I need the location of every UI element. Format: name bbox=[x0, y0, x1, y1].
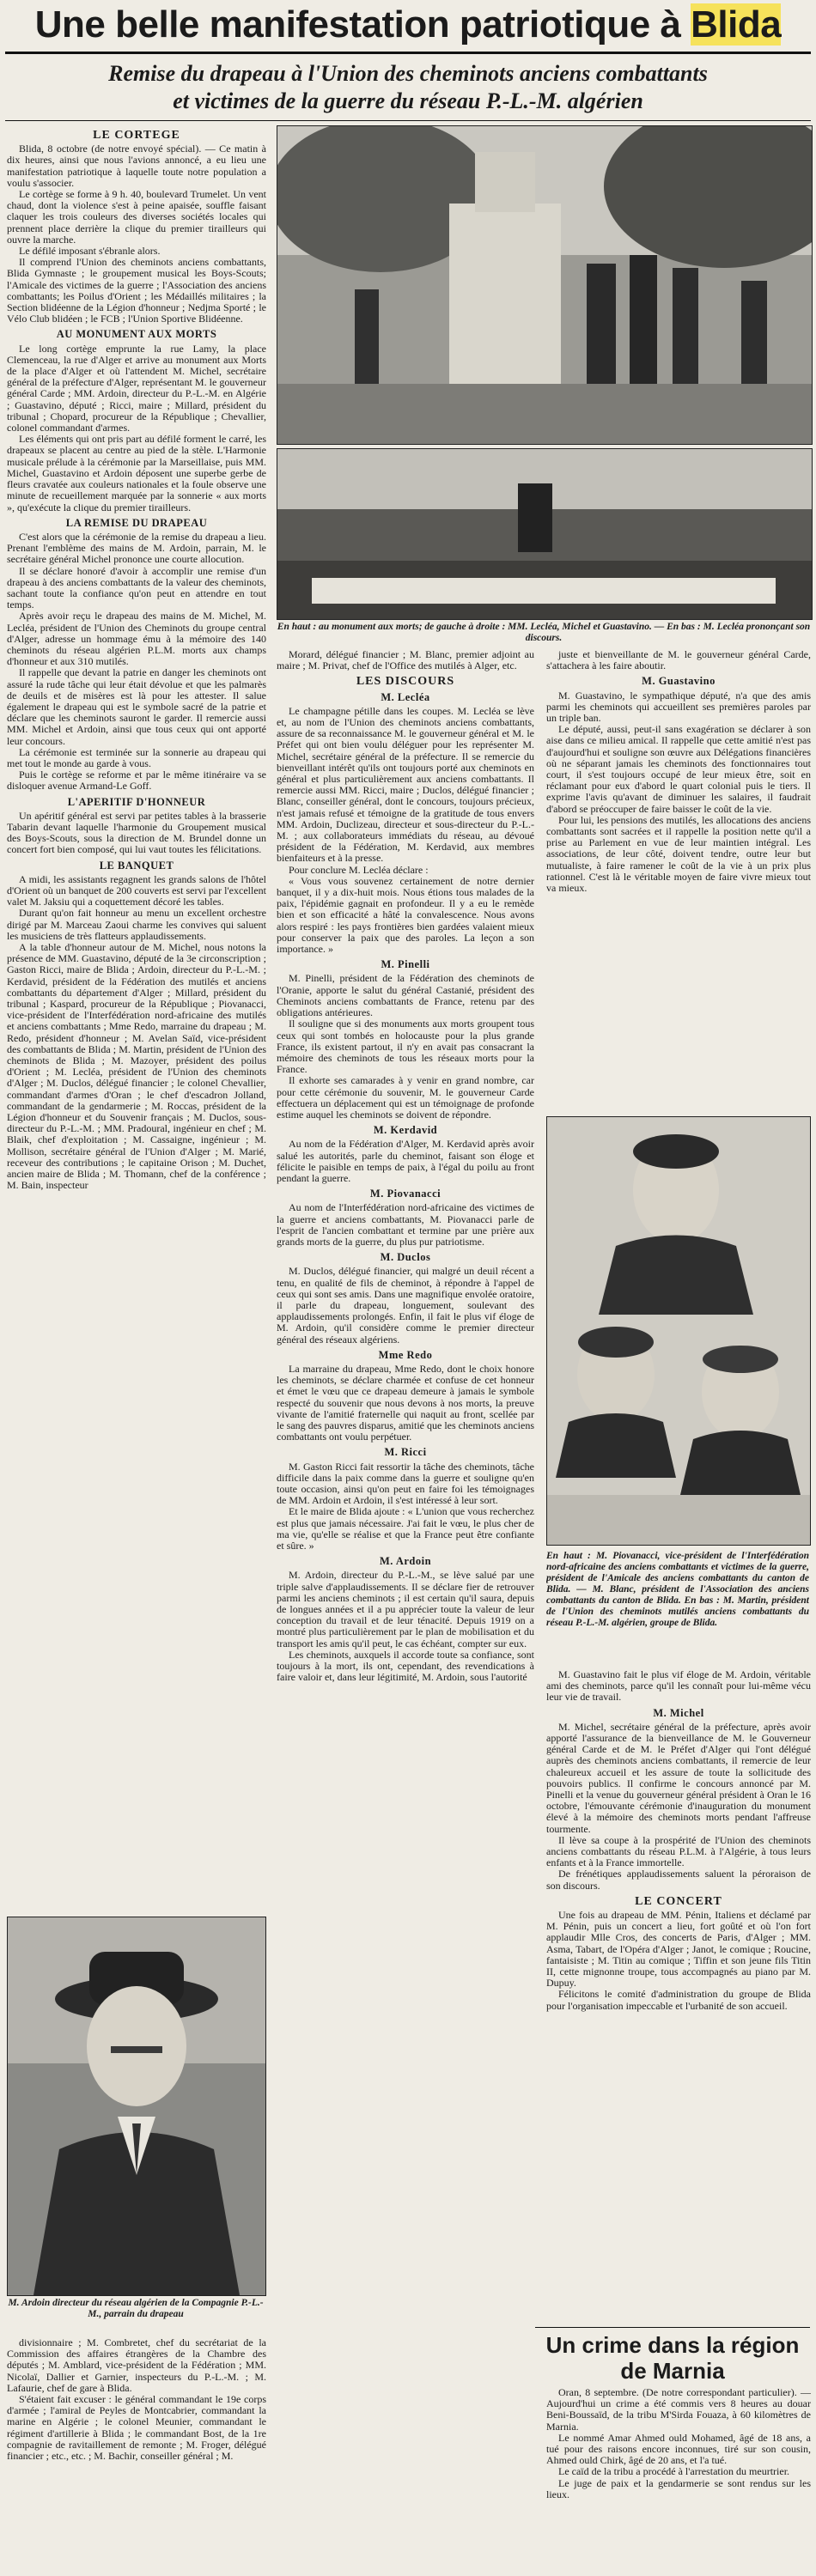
article-paragraph: Un apéritif général est servi par petites tables à la brasserie Tabarin devant laquelle l'harmonie du Groupement musical des Boys-Scouts, sous la direction de M. Brundel donne un concert fort bien composé, qui lui vaut toutes les félicitations. bbox=[7, 809, 266, 856]
article-paragraph: M. Michel, secrétaire général de la préfecture, après avoir apporté l'assurance de la bienveillance de M. le Gouverneur général Carde et de M. le Préfet d'Alger qui l'ont délégué auprès des cheminots anciens combattants, il remercie de leur chaleureux accueil et les assure de toute la sollicitude des pouvoirs publics. Il confirme le concours annoncé par M. Pinelli et la venue du gouverneur général président à Oran le 16 octobre, l'émouvante cérémonie d'inauguration du monument élevé à la mémoire des cheminots morts pendant l'affreuse tourmente. bbox=[546, 1720, 811, 1835]
article-paragraph: Il lève sa coupe à la prospérité de l'Union des cheminots anciens combattants du réseau P.L.M. à l'Algérie, à tous leurs enfants et à la France immortelle. bbox=[546, 1833, 811, 1869]
section-heading: LA REMISE DU DRAPEAU bbox=[65, 516, 208, 529]
crime-paragraph: Oran, 8 septembre. (De notre correspondant particulier). — Aujourd'hui un crime a été commis vers 8 heures au douar Beni-Boussaïd, de la tribu M'Sirda Fouaza, à 60 kilomètres de Marnia. bbox=[546, 2387, 811, 2433]
section-heading: AU MONUMENT AUX MORTS bbox=[56, 328, 217, 341]
subtitle-line-1: Remise du drapeau à l'Union des cheminots anciens combattants bbox=[108, 61, 708, 86]
article-paragraph: Et le maire de Blida ajoute : « L'union que vous recherchez est plus que jamais nécessaire. J'ai fait le vœu, le plus cher de ma vie, qu'elle se réalise et que la France peut être confiante et sûre. » bbox=[277, 1505, 534, 1552]
section-heading: M. Guastavino bbox=[642, 675, 716, 688]
column-1 bbox=[7, 125, 266, 1906]
article-paragraph: Le champagne pétille dans les coupes. M. Lecléa se lève et, au nom de l'Union des cheminots anciens combattants, assure de sa reconnaissance M. le gouverneur général et M. le Préfet qui ont bien voulu déléguer pour les représenter M. Michel, secrétaire général de la préfecture. Il se remercie du bienveillant intérêt qu'ils ont toujours porté aux cheminots en général et plus particulièrement aux anciens combattants. Il remercie aussi MM. Ricci, maire ; Duclos, délégué financier ; Blanc, conseiller général, dont le concours, toujours précieux, n'est jamais refusé et témoigne de la gratitude de tous envers MM. Ardoin, Duclizeau, directeur et sous-directeur du P.-L.-M. ; aux collaborateurs immédiats du réseau, au dévoué président de la Fédération, M. Kerdavid, aux membres bienfaiteurs et à la presse. bbox=[277, 704, 534, 865]
article-paragraph: Au nom de l'Interfédération nord-africaine des victimes de la guerre et anciens combattants, M. Piovanacci parle de l'esprit de l'ancien combattant et termine par une prière aux grands morts de la guerre, du plus pur patriotisme. bbox=[277, 1201, 534, 1248]
article-paragraph: Blida, 8 octobre (de notre envoyé spécial). — Ce matin à dix heures, ainsi que nous l'avions annoncé, a eu lieu une manifestation patriotique à laquelle toute notre population a voulu s'associer. bbox=[7, 143, 266, 189]
article-paragraph: M. Gaston Ricci fait ressortir la tâche des cheminots, tâche difficile dans la paix comme dans la guerre et souligne qu'en toute occasion, ainsi qu'on peut en faire foi les témoignages de MM. Ardoin et Ardoin, il s'est intéressé à leur sort. bbox=[277, 1460, 534, 1507]
article-paragraph: Il souligne que si des monuments aux morts groupent tous ceux qui sont tombés en holocauste pour la plus grande France, ils existent partout, il n'y en avait pas consacrant la mémoire des cheminots de tous les réseaux morts pour la France. bbox=[277, 1018, 534, 1076]
headline-place: Blida bbox=[691, 3, 782, 46]
article-paragraph: Les éléments qui ont pris part au défilé forment le carré, les drapeaux se placent au centre au pied de la stèle. L'Harmonie musicale prélude à la cérémonie par la Marseillaise, puis MM. Michel, Guastavino et Ardoin déposent une superbe gerbe de fleurs cravatée aux couleurs nationales et la foule observe une minute de recueillement marquée par la sonnerie « aux morts », qu'exécute la clique du premier tirailleurs. bbox=[7, 433, 266, 513]
headline-rule bbox=[5, 52, 811, 54]
article-paragraph: « Vous vous souvenez certainement de notre dernier banquet, il y a dix-huit mois. Nous étions tous malades de la paix, l'épidémie gagnait en profondeur. Il y a eu le remède bien et son efficacité a hâté la convalescence. Nous avons alors respiré : les pays frontières bien gardées valaient mieux pour conserver la paix que des paroles. La leçon a son importance. » bbox=[277, 874, 534, 956]
section-heading: LE CORTEGE bbox=[93, 129, 180, 142]
article-paragraph: Le député, aussi, peut-il sans exagération se déclarer à son aise dans ce milieu amical. Il rappelle que cette amitié n'est pas d'aujourd'hui et souligne son œuvre aux Délégations financières où ne séparant jamais les cheminots des fonctionnaires tout court, il s'est toujours occupé de leur mieux être, soit en réclamant pour eux d'abord le quart colonial puis le tiers. Il exprime l'avis qu'avant de diminuer les salaires, il faudrait d'abord se préoccuper de faire baisser le coût de la vie. bbox=[546, 723, 811, 815]
crime-paragraph: Le caïd de la tribu a procédé à l'arrestation du meurtrier. bbox=[558, 2465, 790, 2478]
section-heading: LES DISCOURS bbox=[356, 675, 455, 689]
article-paragraph: juste et bienveillante de M. le gouverneur général Carde, s'attachera à les faire aboutir. bbox=[546, 649, 811, 672]
article-paragraph: M. Duclos, délégué financier, qui malgré un deuil récent a tenu, en qualité de fils de cheminot, à répondre à l'appel de ceux qui sont ses amis. Dans une magnifique envolée oratoire, il parle du drapeau, longuement, soulevant des applaudissements prolongés. Enfin, il fait le plus vif éloge de M. Ardoin, qu'il considère comme le premier directeur général des réseaux algériens. bbox=[277, 1265, 534, 1346]
article-paragraph: M. Guastavino fait le plus vif éloge de M. Ardoin, véritable ami des cheminots, parce qu'il les connaît pour lui-même vécu leur vie de travail. bbox=[546, 1669, 811, 1704]
headline-text: Une belle manifestation patriotique à bbox=[34, 3, 691, 46]
crime-article bbox=[546, 2387, 811, 2573]
article-paragraph: Une fois au drapeau de MM. Pénin, Italiens et déclamé par M. Pénin, puis un concert a lieu, fort goûté et où l'on fort applaudir Mlle Cros, des concerts de Paris, d'Alger ; MM. Asma, Tabart, de l'Opéra d'Alger ; Janot, le comique ; Roucine, fantaisiste ; M. Titin au comique ; Tiffin et son jeune fils Titin II, cette mignonne troupe, tous accompagnés au piano par M. Dupuy. bbox=[546, 1909, 811, 1990]
article-paragraph: Le long cortège emprunte la rue Lamy, la place Clemenceau, la rue d'Alger et arrive au monument aux Morts de la place d'Alger et où l'attendent M. Michel, secrétaire général de la préfecture d'Alger, représentant M. le gouverneur général Carde ; MM. Ardoin, directeur du P.-L.-M. en Algérie ; Guastavino, député ; Ricci, maire ; Millard, président du tribunal ; Chopard, procureur de la République ; Chevallier, colonel commandant d'armes. bbox=[7, 342, 266, 434]
article-paragraph: S'étaient fait excuser : le général commandant le 19e corps d'armée ; l'amiral de Peyles de Montcabrier, commandant la marine en Algérie ; le colonel Meunier, commandant le régiment d'artillerie à Blida ; le commandant Bost, de la 1re compagnie de ravitaillement de remonte ; M. Froger, délégué financier ; etc., etc. ; M. Bachir, conseiller général ; M. bbox=[7, 2393, 266, 2463]
section-heading: M. Ricci bbox=[384, 1446, 427, 1459]
caption-ardoin: M. Ardoin directeur du réseau algérien de la Compagnie P.-L.-M., parrain du drapeau bbox=[8, 2298, 264, 2319]
section-heading: M. Duclos bbox=[380, 1251, 431, 1264]
section-heading: Mme Redo bbox=[378, 1348, 433, 1361]
article-paragraph: Durant qu'on fait honneur au menu un excellent orchestre dirigé par M. Marceau Zaoui charme les convives qui saluent les musiciens de très flatteurs applaudissements. bbox=[7, 907, 266, 942]
article-paragraph: M. Ardoin, directeur du P.-L.-M., se lève salué par une triple salve d'applaudissements. Il se déclare fier de retrouver parmi les anciens cheminots ; il est certain qu'il saura, depuis de longues années et il a pu apprécier toute la valeur de leur conception du travail et de leur ténacité. Depuis 1919 on a montré plus particulièrement par le plan de mobilisation et du transport les amis qu'il peut, le cas échéant, compter sur eux. bbox=[277, 1569, 534, 1649]
article-paragraph: La cérémonie est terminée sur la sonnerie au drapeau qui met tout le monde au garde à vous. bbox=[7, 745, 266, 769]
article-paragraph: De frénétiques applaudissements saluent la péroraison de son discours. bbox=[546, 1868, 811, 1892]
crime-paragraph: Le nommé Amar Ahmed ould Mohamed, âgé de 18 ans, a tué pour des raisons encore inconnues, tiré sur son cousin, Ahmed ould Chirk, âgé de 20 ans, et l'a tué. bbox=[546, 2431, 811, 2467]
article-paragraph: M. Guastavino, le sympathique député, n'a que des amis parmi les cheminots qui accueillent ses premières paroles par un triple ban. bbox=[546, 689, 811, 725]
subtitle-line-2: et victimes de la guerre du réseau P.-L.-M. algérien bbox=[173, 88, 643, 113]
crime-headline: Un crime dans la région de Marnia bbox=[545, 2332, 800, 2384]
caption-trio: En haut : M. Piovanacci, vice-président de l'Interfédération nord-africaine des anciens combattants et victimes de la guerre, président de l'Amicale des anciens combattants du canton de Blida. — M. Blanc, président de l'Association des anciens combattants du canton de Blida. En bas : M. Martin, président de l'Union des cheminots mutilés anciens combattants du réseau P.-L.-M. algérien, groupe de Blida. bbox=[546, 1551, 809, 1628]
portrait-photo-ardoin bbox=[7, 1917, 266, 2296]
section-heading: M. Ardoin bbox=[379, 1555, 432, 1568]
portraits-photo-trio bbox=[546, 1116, 811, 1546]
subtitle-rule bbox=[5, 120, 811, 121]
article-paragraph: Il comprend l'Union des cheminots anciens combattants, Blida Gymnaste ; le groupement musical les Boys-Scouts; l'Amicale des victimes de la guerre ; l'Association des anciens combattants; les Poilus d'Orient ; les Médaillés militaires ; la Section blidéenne de la Légion d'honneur ; Nedjma Sporté ; le Vélo Club blidéen ; le FCB ; l'Union Sportive Blidéenne. bbox=[7, 256, 266, 325]
crime-rule bbox=[535, 2327, 810, 2328]
photo-lecla-speech bbox=[277, 448, 813, 620]
article-paragraph: A midi, les assistants regagnent les grands salons de l'hôtel d'Orient où un banquet de 200 couverts est servi par l'excellent valet M. Jaksiu qui a coquettement décoré les tables. bbox=[7, 872, 266, 908]
article-paragraph: A la table d'honneur autour de M. Michel, nous notons la présence de MM. Guastavino, député de la 3e circonscription ; Gaston Ricci, maire de Blida ; Ardoin, directeur du P.-L.-M. ; Kerdavid, président de la Fédération des mutilés et anciens combattants du département d'Alger ; Millard, président du tribunal ; Kaspard, procureur de la République ; Piovanacci, vice-président de l'Interfédération nord-africaine des mutilés et anciens combattants ; Mme Redo, marraine du drapeau ; M. Redo, président d'honneur ; M. Avelan Saïd, vice-président des combattants de Blida ; M. Martin, président de l'Union des cheminots de Blida ; M. Mazoyer, président des poilus d'Orient ; M. Lecléa, président de l'Union des cheminots d'Alger ; M. Duclos, délégué financier ; le colonel Chevallier, commandant d'armes d'Oran ; le chef d'escadron Jolland, commandant de la gendarmerie ; M. Roccas, président de la Légion d'honneur et du Souvenir français ; M. Duclos, sous-directeur du P.-L.-M. ; MM. Pradoural, ingénieur en chef ; M. Blaik, chef d'exploitation ; M. Cassaigne, ingénieur ; M. Mollison, secrétaire général de l'Union d'Alger ; M. Marié, receveur des contributions ; le capitaine Orison ; M. Duchet, ancien maire de Blida ; M. Thomann, chef de la conférence ; M. Bain, inspecteur bbox=[7, 941, 266, 1192]
article-paragraph: Au nom de la Fédération d'Alger, M. Kerdavid après avoir salué les autorités, parle du cheminot, faisant son éloge et félicite le paisible en temps de paix, à l'égal du poilu au front pendant la guerre. bbox=[277, 1138, 534, 1184]
article-paragraph: Après avoir reçu le drapeau des mains de M. Michel, M. Lecléa, président de l'Union des Cheminots du groupe central d'Alger, adresse un hommage ému à la mémoire des 140 cheminots du réseau algérien P.L.M. morts aux champs d'honneur et aux 310 mutilés. bbox=[7, 610, 266, 668]
article-paragraph: Le cortège se forme à 9 h. 40, boulevard Trumelet. Un vent chaud, dont la violence s'est à peine apaisée, souffle faisant claquer les trois couleurs des diverses sociétés locales qui prennent place derrière la clique du premier tirailleurs qui ouvre la marche. bbox=[7, 188, 266, 246]
article-paragraph: Il rappelle que devant la patrie en danger les cheminots ont assuré la rude tâche qui leur était dévolue et que les palmarès de deuils et de misères est là pour les attester. Il salue également le drapeau qui est le symbole sacré de la patrie et déclare que les cheminots sauront le garder. Il remercie aussi MM. Michel et Ardoin, ainsi que tous ceux qui ont apporté leur concours. bbox=[7, 666, 266, 747]
article-paragraph: Puis le cortège se reforme et par le même itinéraire va se disloquer avenue Armand-Le Goff. bbox=[7, 769, 266, 793]
article-paragraph: Félicitons le comité d'administration du groupe de Blida pour l'organisation impeccable et l'urbanité de son accueil. bbox=[546, 1988, 811, 2012]
article-paragraph: Il se déclare honoré d'avoir à accomplir une remise d'un drapeau à des anciens combattants de la valeur des cheminots, sachant toute la confiance qu'on peut en attendre en tout temps. bbox=[7, 564, 266, 611]
article-paragraph: Morard, délégué financier ; M. Blanc, premier adjoint au maire ; M. Privat, chef de l'Office des mutilés à Alger, etc. bbox=[277, 649, 534, 672]
section-heading: M. Kerdavid bbox=[373, 1124, 438, 1137]
section-heading: LE CONCERT bbox=[635, 1894, 722, 1908]
article-paragraph: La marraine du drapeau, Mme Redo, dont le choix honore les cheminots, se déclare charmée et confuse de cet honneur et émet le vœu que ce drapeau demeure à jamais le symbole respecté du souvenir que nous devons à nos morts, la preuve vivante de l'amitié fraternelle qui naquit au front, scellée par le sang des pauvres disparus, amitié que les cheminots anciens combattants ont voulu perpétuer. bbox=[277, 1362, 534, 1443]
article-paragraph: Les cheminots, auxquels il accorde toute sa confiance, sont toujours à la mort, ils ont, cependant, des revendications à faire valoir et, dans leur légitimité, M. Ardoin, sous l'autorité bbox=[277, 1648, 534, 1684]
column-3-continued bbox=[546, 1669, 811, 2322]
photo-monument-aux-morts bbox=[277, 125, 813, 445]
section-heading: M. Pinelli bbox=[381, 958, 430, 971]
section-heading: LE BANQUET bbox=[99, 859, 174, 872]
section-heading: M. Lecléa bbox=[381, 690, 430, 703]
article-paragraph: Pour lui, les pensions des mutilés, les allocations des anciens combattants sont sacrées et il rappelle la position nette qu'il a prise au Parlement en vue de leur maintien intégral. Les associations, de leur côté, doivent tendre, outre leur but mutualiste, à faire ramener le coût de la vie à un prix plus rationnel. C'est là le véritable moyen de faire vivre mieux tout va mieux. bbox=[546, 813, 811, 895]
column-3 bbox=[546, 649, 811, 1109]
caption-top-photos: En haut : au monument aux morts; de gauche à droite : MM. Lecléa, Michel et Guastavino. — En bas : M. Lecléa prononçant son discours. bbox=[277, 622, 811, 643]
article-paragraph: divisionnaire ; M. Combretet, chef du secrétariat de la Commission des affaires étrangères de la Chambre des députés ; M. Amblard, vice-président de la Fédération ; MM. Nicolaï, Dallier et Garnier, inspecteurs du P.-L.-M. ; M. Lafaurie, chef de gare à Blida. bbox=[7, 2337, 266, 2394]
article-paragraph: M. Pinelli, président de la Fédération des cheminots de l'Oranie, apporte le salut du général Castanié, président des Cheminots anciens combattants de France, retenu par des obligations antérieures. bbox=[277, 972, 534, 1019]
article-paragraph: Le défilé imposant s'ébranle alors. bbox=[19, 245, 161, 258]
headline bbox=[0, 3, 816, 46]
section-heading: M. Michel bbox=[653, 1706, 704, 1719]
column-1-continued bbox=[7, 2337, 266, 2573]
section-heading: L'APERITIF D'HONNEUR bbox=[67, 795, 206, 808]
section-heading: M. Piovanacci bbox=[369, 1188, 441, 1200]
article-paragraph: C'est alors que la cérémonie de la remise du drapeau a lieu. Prenant l'emblème des mains de M. Ardoin, parrain, M. le secrétaire général Michel prononce une courte allocution. bbox=[7, 530, 266, 566]
article-paragraph: Pour conclure M. Lecléa déclare : bbox=[289, 863, 429, 876]
crime-paragraph: Le juge de paix et la gendarmerie se sont rendus sur les lieux. bbox=[546, 2476, 811, 2500]
column-2 bbox=[277, 649, 534, 2573]
article-paragraph: Il exhorte ses camarades à y venir en grand nombre, car pour cette cérémonie du souvenir, M. le gouverneur Carde effectuera un déplacement qui est un témoignage de profonde estime auquel les cheminots se doivent de répondre. bbox=[277, 1074, 534, 1121]
